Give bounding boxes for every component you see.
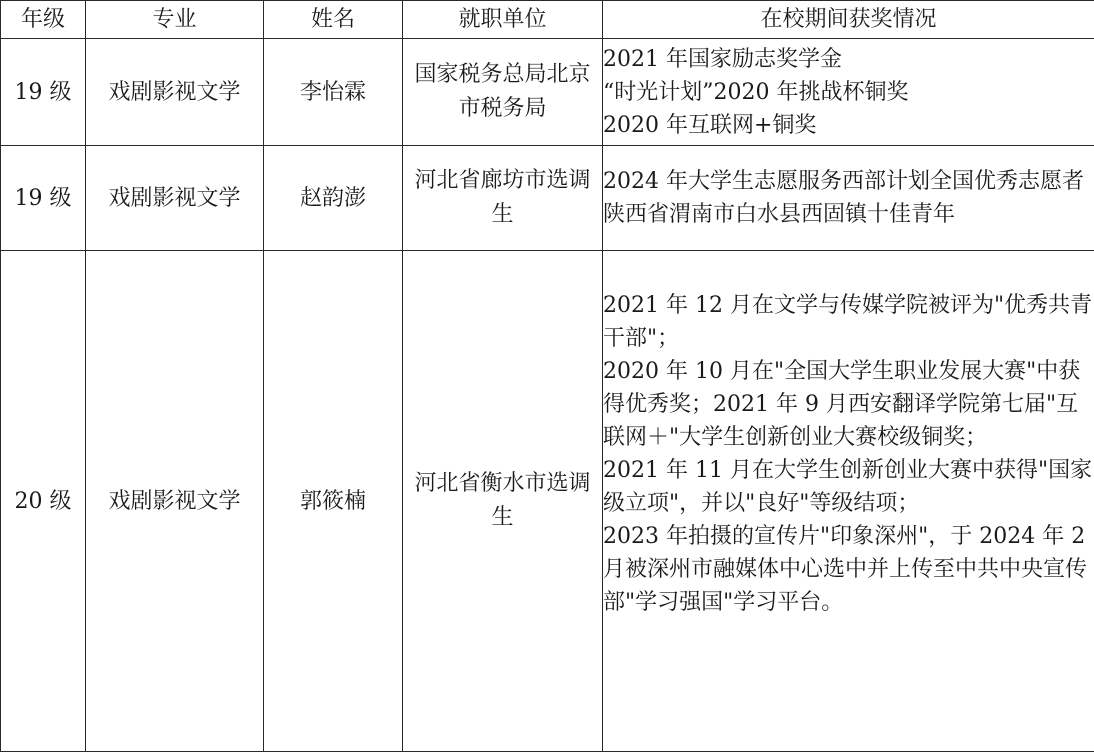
header-awards: 在校期间获奖情况 xyxy=(603,1,1094,39)
grade-cell: 20 级 xyxy=(1,251,86,752)
award-item: 2021 年 11 月在大学生创新创业大赛中获得"国家级立项"，并以"良好"等级结项； xyxy=(603,454,1094,520)
award-item: 2023 年拍摄的宣传片"印象深州"，于 2024 年 2 月被深州市融媒体中心选中并上传至中共中央宣传部"学习强国"学习平台。 xyxy=(603,520,1094,619)
employer-cell xyxy=(403,146,603,251)
table-row xyxy=(1,39,1094,146)
header-row xyxy=(1,1,1094,39)
table-row xyxy=(1,146,1094,251)
table-row xyxy=(1,251,1094,752)
award-item: 陕西省渭南市白水县西固镇十佳青年 xyxy=(603,198,1094,231)
name-cell: 赵韵澎 xyxy=(264,146,403,251)
award-item: 2020 年互联网+铜奖 xyxy=(603,109,1094,142)
employer-text: 国家税务总局北京市税务局 xyxy=(413,58,593,126)
awards-cell xyxy=(603,251,1094,752)
header-major: 专业 xyxy=(86,1,264,39)
major-cell: 戏剧影视文学 xyxy=(86,39,264,146)
major-cell: 戏剧影视文学 xyxy=(86,146,264,251)
header-employer: 就职单位 xyxy=(403,1,603,39)
header-name: 姓名 xyxy=(264,1,403,39)
award-item: 2024 年大学生志愿服务西部计划全国优秀志愿者 xyxy=(603,165,1094,198)
header-grade: 年级 xyxy=(1,1,86,39)
employer-cell xyxy=(403,39,603,146)
employer-text: 河北省廊坊市选调生 xyxy=(413,164,593,232)
employer-cell xyxy=(403,251,603,752)
major-cell: 戏剧影视文学 xyxy=(86,251,264,752)
grade-cell: 19 级 xyxy=(1,146,86,251)
name-cell: 李怡霖 xyxy=(264,39,403,146)
award-item: 2021 年国家励志奖学金 xyxy=(603,43,1094,76)
awards-cell xyxy=(603,146,1094,251)
award-item: “时光计划”2020 年挑战杯铜奖 xyxy=(603,76,1094,109)
awards-cell xyxy=(603,39,1094,146)
employer-text: 河北省衡水市选调生 xyxy=(413,467,593,535)
award-item: 2021 年 12 月在文学与传媒学院被评为"优秀共青干部"； xyxy=(603,289,1094,355)
award-item: 2020 年 10 月在"全国大学生职业发展大赛"中获得优秀奖；2021 年 9 月西安翻译学院第七届"互联网＋"大学生创新创业大赛校级铜奖； xyxy=(603,355,1094,454)
name-cell: 郭筱楠 xyxy=(264,251,403,752)
grade-cell: 19 级 xyxy=(1,39,86,146)
